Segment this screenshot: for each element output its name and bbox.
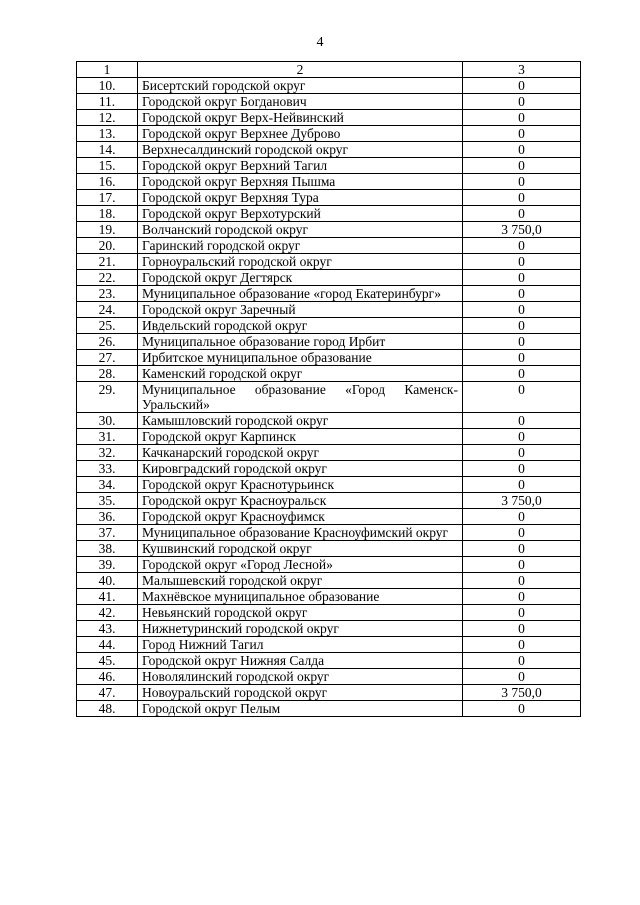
row-number: 43.: [77, 621, 138, 637]
allocation-value: 0: [463, 382, 581, 413]
allocation-value: 0: [463, 302, 581, 318]
table-row: [77, 509, 581, 525]
row-number: 37.: [77, 525, 138, 541]
municipality-name: Волчанский городской округ: [138, 222, 463, 238]
row-number: 38.: [77, 541, 138, 557]
allocation-value: 0: [463, 334, 581, 350]
table-row: [77, 238, 581, 254]
table-row: [77, 318, 581, 334]
row-number: 36.: [77, 509, 138, 525]
row-number: 14.: [77, 142, 138, 158]
allocation-value: 0: [463, 557, 581, 573]
municipality-name: Махнёвское муниципальное образование: [138, 589, 463, 605]
row-number: 10.: [77, 78, 138, 94]
allocation-value: 0: [463, 238, 581, 254]
municipality-name: Кушвинский городской округ: [138, 541, 463, 557]
column-header-value: 3: [463, 62, 581, 78]
table-row: [77, 477, 581, 493]
allocation-value: 0: [463, 429, 581, 445]
municipality-name: Новолялинский городской округ: [138, 669, 463, 685]
row-number: 48.: [77, 701, 138, 717]
row-number: 28.: [77, 366, 138, 382]
table-row: [77, 366, 581, 382]
table-row: [77, 413, 581, 429]
table-row: [77, 286, 581, 302]
allocation-value: 0: [463, 621, 581, 637]
table-body: [77, 62, 581, 717]
row-number: 42.: [77, 605, 138, 621]
municipality-name: Ивдельский городской округ: [138, 318, 463, 334]
table-row: [77, 302, 581, 318]
municipality-name: Городской округ Красноуральск: [138, 493, 463, 509]
allocation-value: 0: [463, 525, 581, 541]
municipality-name: Ирбитское муниципальное образование: [138, 350, 463, 366]
row-number: 34.: [77, 477, 138, 493]
table-row: [77, 685, 581, 701]
table-row: [77, 206, 581, 222]
table-row: [77, 637, 581, 653]
municipality-name: Город Нижний Тагил: [138, 637, 463, 653]
allocation-value: 0: [463, 637, 581, 653]
allocation-value: 0: [463, 254, 581, 270]
municipality-name: Городской округ «Город Лесной»: [138, 557, 463, 573]
allocation-value: 0: [463, 270, 581, 286]
allocation-value: 0: [463, 206, 581, 222]
row-number: 33.: [77, 461, 138, 477]
allocation-value: 3 750,0: [463, 222, 581, 238]
table-row: [77, 158, 581, 174]
row-number: 23.: [77, 286, 138, 302]
allocation-value: 0: [463, 653, 581, 669]
row-number: 41.: [77, 589, 138, 605]
row-number: 45.: [77, 653, 138, 669]
municipality-name: Городской округ Верхотурский: [138, 206, 463, 222]
allocation-value: 0: [463, 286, 581, 302]
allocation-value: 0: [463, 94, 581, 110]
municipality-name: Гаринский городской округ: [138, 238, 463, 254]
municipality-name: Малышевский городской округ: [138, 573, 463, 589]
allocation-value: 0: [463, 701, 581, 717]
row-number: 32.: [77, 445, 138, 461]
row-number: 16.: [77, 174, 138, 190]
allocation-value: 0: [463, 413, 581, 429]
table-row: [77, 589, 581, 605]
row-number: 17.: [77, 190, 138, 206]
row-number: 20.: [77, 238, 138, 254]
municipal-allocation-table: [76, 61, 581, 717]
municipality-name: Горноуральский городской округ: [138, 254, 463, 270]
table-row: [77, 573, 581, 589]
municipality-name: Новоуральский городской округ: [138, 685, 463, 701]
row-number: 39.: [77, 557, 138, 573]
table-row: [77, 270, 581, 286]
row-number: 18.: [77, 206, 138, 222]
row-number: 30.: [77, 413, 138, 429]
row-number: 25.: [77, 318, 138, 334]
table-row: [77, 334, 581, 350]
municipality-name: Невьянский городской округ: [138, 605, 463, 621]
allocation-value: 0: [463, 461, 581, 477]
table-row: [77, 605, 581, 621]
table-row: [77, 669, 581, 685]
allocation-value: 3 750,0: [463, 493, 581, 509]
municipality-name: Муниципальное образование «Город Каменск-Уральский»: [138, 382, 463, 413]
table-row: [77, 621, 581, 637]
row-number: 21.: [77, 254, 138, 270]
allocation-value: 0: [463, 509, 581, 525]
municipality-name: Городской округ Дегтярск: [138, 270, 463, 286]
table-row: [77, 78, 581, 94]
allocation-value: 0: [463, 477, 581, 493]
row-number: 44.: [77, 637, 138, 653]
municipality-name: Городской округ Верхняя Тура: [138, 190, 463, 206]
table-row: [77, 429, 581, 445]
municipality-name: Кировградский городской округ: [138, 461, 463, 477]
municipality-name: Городской округ Краснотурьинск: [138, 477, 463, 493]
allocation-value: 0: [463, 142, 581, 158]
table-row: [77, 94, 581, 110]
allocation-value: 0: [463, 110, 581, 126]
table-row: [77, 493, 581, 509]
row-number: 27.: [77, 350, 138, 366]
municipality-name: Городской округ Карпинск: [138, 429, 463, 445]
table-row: [77, 461, 581, 477]
table-row: [77, 445, 581, 461]
allocation-value: 0: [463, 174, 581, 190]
table-row: [77, 222, 581, 238]
municipality-name: Городской округ Богданович: [138, 94, 463, 110]
row-number: 26.: [77, 334, 138, 350]
allocation-value: 0: [463, 126, 581, 142]
row-number: 40.: [77, 573, 138, 589]
row-number: 47.: [77, 685, 138, 701]
allocation-value: 0: [463, 158, 581, 174]
table-row: [77, 110, 581, 126]
allocation-value: 0: [463, 445, 581, 461]
row-number: 22.: [77, 270, 138, 286]
table-row: [77, 142, 581, 158]
row-number: 12.: [77, 110, 138, 126]
municipality-name: Муниципальное образование Красноуфимский округ: [138, 525, 463, 541]
table-row: [77, 525, 581, 541]
allocation-value: 0: [463, 669, 581, 685]
allocation-value: 0: [463, 573, 581, 589]
municipality-name: Муниципальное образование город Ирбит: [138, 334, 463, 350]
column-header-name: 2: [138, 62, 463, 78]
municipality-name: Муниципальное образование «город Екатеринбург»: [138, 286, 463, 302]
table-row: [77, 254, 581, 270]
table-row: [77, 701, 581, 717]
table-row: [77, 557, 581, 573]
allocation-value: 0: [463, 190, 581, 206]
allocation-value: 0: [463, 541, 581, 557]
municipality-name: Каменский городской округ: [138, 366, 463, 382]
table-row: [77, 541, 581, 557]
table-row: [77, 174, 581, 190]
row-number: 31.: [77, 429, 138, 445]
row-number: 19.: [77, 222, 138, 238]
table-row: [77, 126, 581, 142]
municipality-name: Городской округ Красноуфимск: [138, 509, 463, 525]
row-number: 15.: [77, 158, 138, 174]
municipality-name: Городской округ Верхнее Дуброво: [138, 126, 463, 142]
row-number: 24.: [77, 302, 138, 318]
municipality-name: Городской округ Верх-Нейвинский: [138, 110, 463, 126]
municipality-name: Качканарский городской округ: [138, 445, 463, 461]
municipality-name: Верхнесалдинский городской округ: [138, 142, 463, 158]
allocation-value: 0: [463, 350, 581, 366]
column-header-number: 1: [77, 62, 138, 78]
municipality-name: Бисертский городской округ: [138, 78, 463, 94]
municipality-name: Городской округ Нижняя Салда: [138, 653, 463, 669]
table-row: [77, 190, 581, 206]
table-header-row: [77, 62, 581, 78]
allocation-value: 0: [463, 318, 581, 334]
municipality-name: Городской округ Верхний Тагил: [138, 158, 463, 174]
row-number: 29.: [77, 382, 138, 413]
allocation-value: 3 750,0: [463, 685, 581, 701]
allocation-value: 0: [463, 366, 581, 382]
allocation-value: 0: [463, 605, 581, 621]
municipality-name: Городской округ Заречный: [138, 302, 463, 318]
municipality-name: Нижнетуринский городской округ: [138, 621, 463, 637]
row-number: 35.: [77, 493, 138, 509]
table-row: [77, 382, 581, 413]
allocation-value: 0: [463, 589, 581, 605]
municipality-name: Городской округ Пелым: [138, 701, 463, 717]
page-number: 4: [316, 35, 324, 50]
municipality-name: Городской округ Верхняя Пышма: [138, 174, 463, 190]
allocation-value: 0: [463, 78, 581, 94]
table-row: [77, 653, 581, 669]
table-row: [77, 350, 581, 366]
row-number: 11.: [77, 94, 138, 110]
municipality-name: Камышловский городской округ: [138, 413, 463, 429]
row-number: 46.: [77, 669, 138, 685]
row-number: 13.: [77, 126, 138, 142]
